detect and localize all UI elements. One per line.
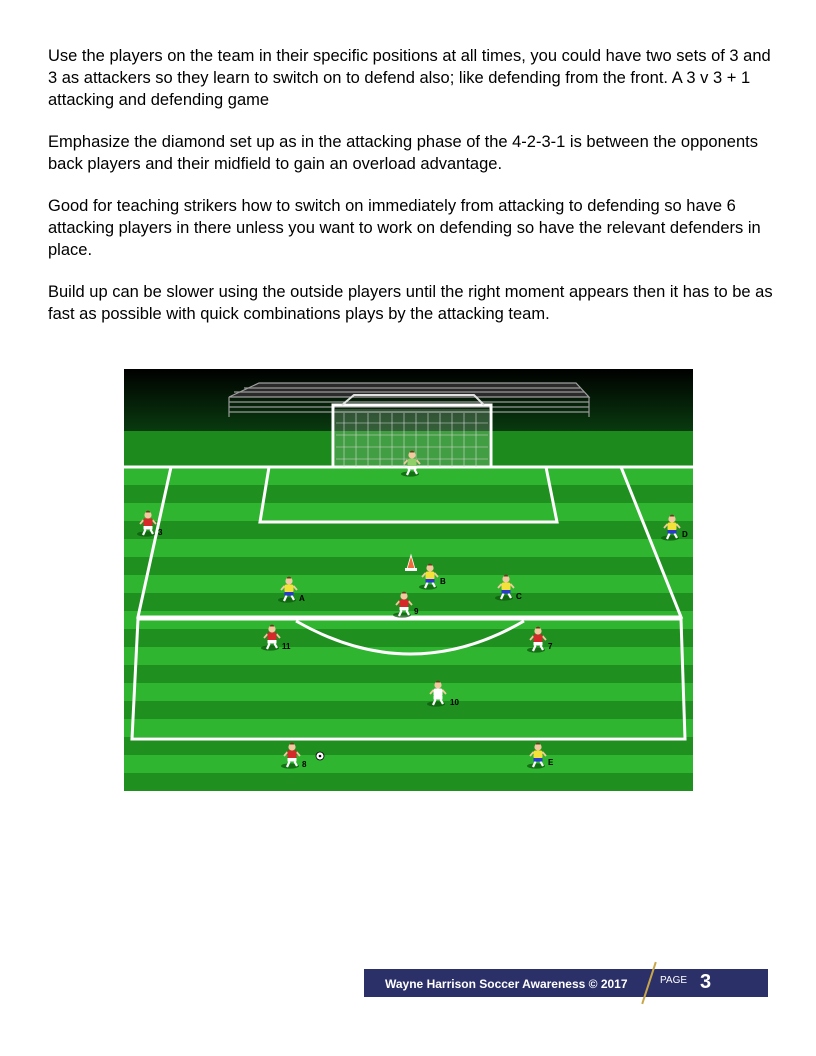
player-label: 3 (158, 528, 163, 537)
body-text (48, 45, 778, 345)
player-label: 11 (282, 642, 291, 651)
player-label: 10 (450, 698, 459, 707)
soccer-ball (316, 752, 324, 760)
grass-stripes (124, 467, 693, 791)
pitch-diagram (124, 369, 693, 791)
player-label: E (548, 758, 554, 767)
player-label: 9 (414, 607, 419, 616)
player-label: A (299, 594, 305, 603)
paragraph-1: Use the players on the team in their specific positions at all times, you could have two sets of 3 and 3 as attackers so they learn to switch on to defend also; like defending from the front. A 3 v 3 + 1 attacking and defending game (48, 47, 771, 109)
player-label: 8 (302, 760, 307, 769)
player-label: 7 (548, 642, 553, 651)
paragraph-4: Build up can be slower using the outside players until the right moment appears then it has to be as fast as possible with quick combinations plays by the attacking team. (48, 283, 773, 323)
player-label: B (440, 577, 446, 586)
footer-bar (364, 969, 768, 997)
player-label: C (516, 592, 522, 601)
page-number: 3 (700, 971, 712, 993)
player-label: D (682, 530, 688, 539)
footer-copyright: Wayne Harrison Soccer Awareness © 2017 (385, 977, 628, 991)
page-label: PAGE (660, 975, 688, 986)
footer-divider (641, 962, 656, 1004)
paragraph-2: Emphasize the diamond set up as in the attacking phase of the 4-2-3-1 is between the opponents back players and their midfield to gain an overload advantage. (48, 133, 758, 173)
paragraph-3: Good for teaching strikers how to switch on immediately from attacking to defending so have 6 attacking players in there unless you want to work on defending so have the relevant defenders in place. (48, 197, 761, 259)
